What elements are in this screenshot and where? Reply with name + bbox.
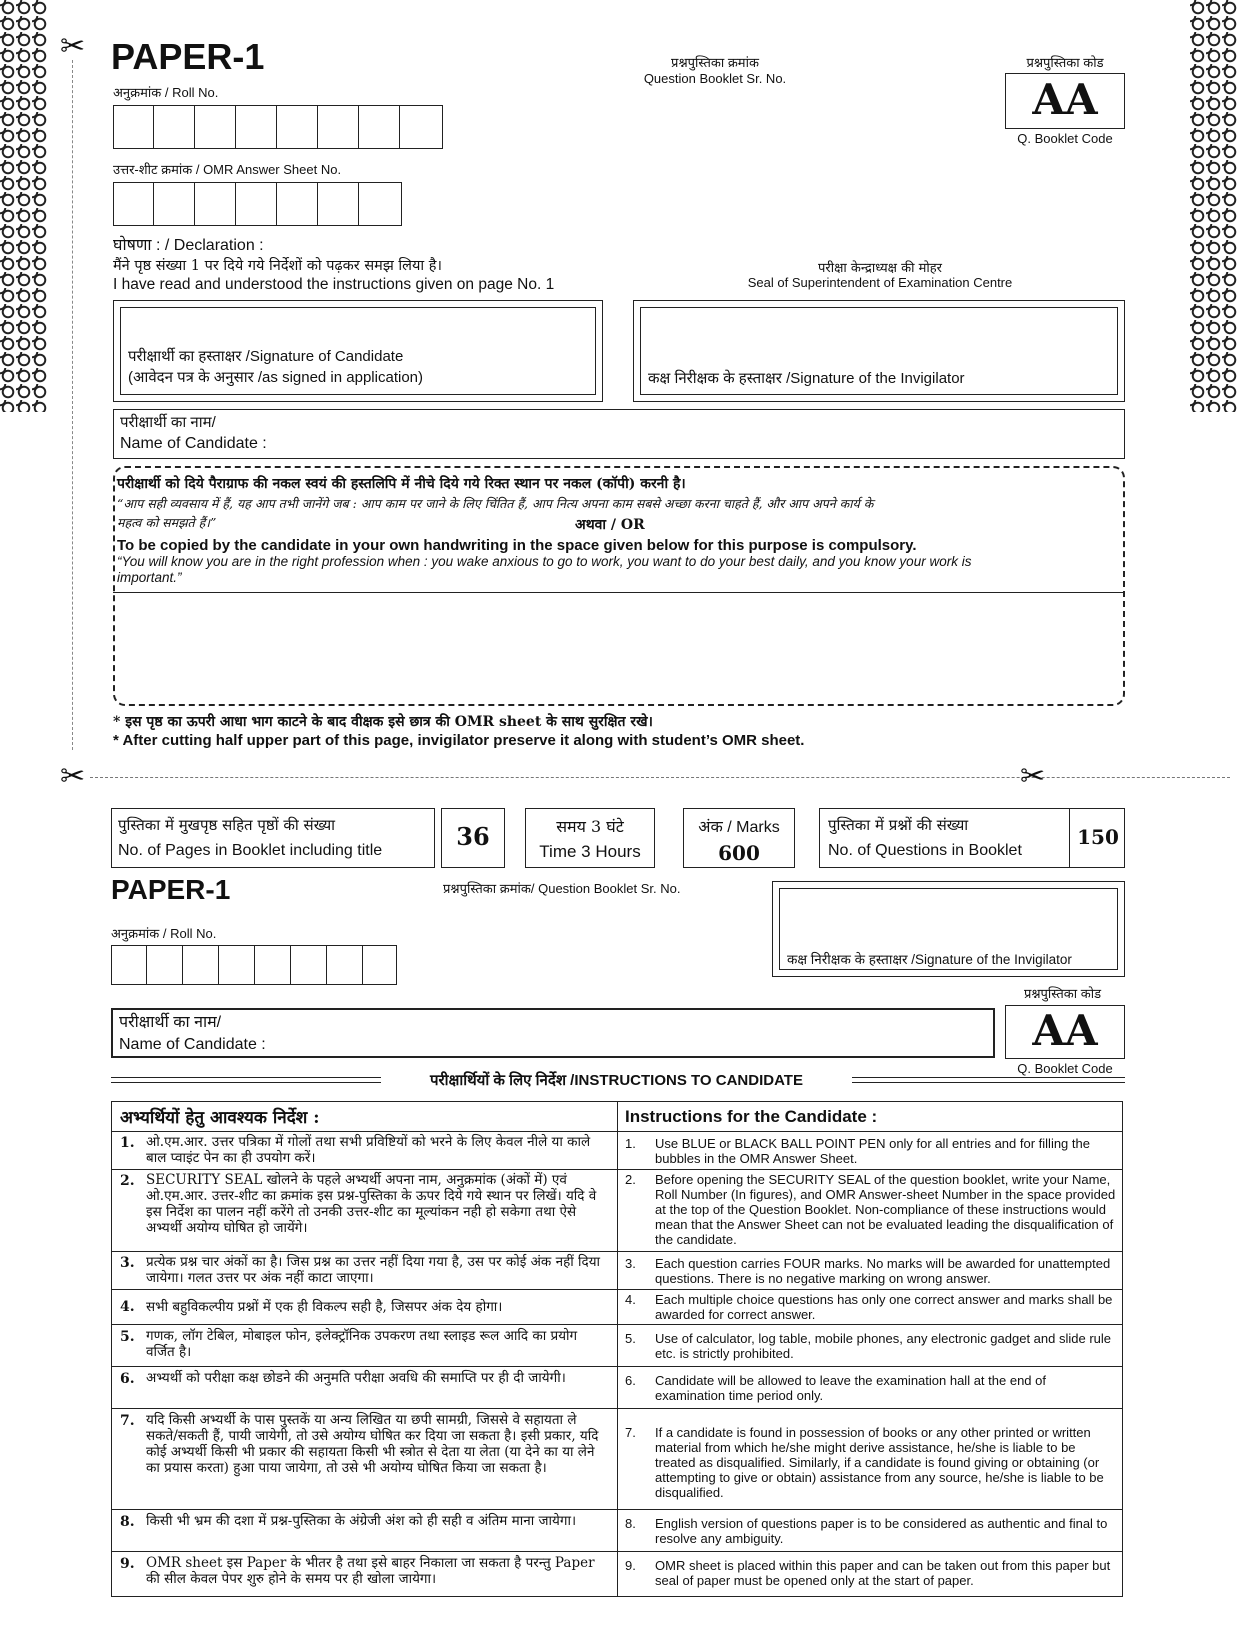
paper-title: PAPER-1	[111, 36, 265, 77]
candidate-name-label-en-bottom: Name of Candidate :	[119, 1036, 266, 1053]
roll-no-boxes[interactable]	[113, 105, 443, 149]
instruction-5-en: Use of calculator, log table, mobile phones, any electronic gadget and slide rule etc. is strictly prohibited.	[655, 1331, 1112, 1361]
instruction-6-hi: अभ्यर्थी को परीक्षा कक्ष छोडने की अनुमति परीक्षा अवधि की समाप्ति पर ही दी जायेगी।	[146, 1370, 566, 1386]
instruction-9-hi: OMR sheet इस Paper के भीतर है तथा इसे बाहर निकाला जा सकता है परन्तु Paper की सील केवल पेपर शुरु होने के समय पर ही खोला जायेगा।	[146, 1555, 595, 1587]
table-row: 7. यदि किसी अभ्यर्थी के पास पुस्तकें या अन्य लिखित या छपी सामग्री, जिससे वे सहायता ले सकते/सकती हैं, पायी जायेगी, तो उसे अयोग्य घोषित कर दिया जा सकता है। इसी प्रकार, यदि कोई अभ्यर्थी किसी भी प्रकार की सहायता किसी भी स्त्रोत से देता या लेता (या देने का या लेने का प्रयास करता) हुआ पाया जायेगा, तो उसे भी अयोग्य घोषित किया जा सकता है। 7. If a candidate is found in possession of books or any other printed or written material from which he/she might derive assistance, he/she is liable to be treated as disqualified. Similarly, if a candidate is found giving or obtaining (or attempting to give or obtain) assistance from any source, he/she is liable to be disqualified.	[112, 1408, 1122, 1509]
instruction-8-hi: किसी भी भ्रम की दशा में प्रश्न-पुस्तिका के अंग्रेजी अंश को ही सही व अंतिम माना जायेगा।	[146, 1513, 577, 1529]
paper-title-bottom: PAPER-1	[111, 874, 231, 905]
instruction-6-en: Candidate will be allowed to leave the examination hall at the end of examination time period only.	[655, 1373, 1046, 1403]
handwriting-space[interactable]	[113, 592, 1125, 593]
invigilator-signature-label-bottom: कक्ष निरीक्षक के हस्ताक्षर /Signature of the Invigilator	[787, 952, 1072, 967]
instruction-8-en: English version of questions paper is to be considered as authentic and final to resolve any ambiguity.	[655, 1516, 1108, 1546]
candidate-signature-note: (आवेदन पत्र के अनुसार /as signed in application)	[128, 369, 423, 386]
instruction-7-en: If a candidate is found in possession of books or any other printed or written material from which he/she might derive assistance, he/she is liable to be treated as disqualified. Similarly, if a candidate is found giving or obtaining (or attempting to give or obtain) assistance from any source, he/she is liable to be disqualified.	[655, 1425, 1104, 1500]
marks-box	[683, 808, 795, 868]
candidate-signature-box[interactable]	[113, 300, 603, 402]
time-en: Time 3 Hours	[539, 842, 641, 861]
declaration-title: घोषणा : / Declaration :	[113, 237, 264, 254]
instruction-5-hi: गणक, लॉग टेबिल, मोबाइल फोन, इलेक्ट्रॉनिक उपकरण तथा स्लाइड रूल आदि का प्रयोग वर्जित है।	[146, 1328, 578, 1360]
instruction-1-en: Use BLUE or BLACK BALL POINT PEN only for all entries and for filling the bubbles in the OMR Answer Sheet.	[655, 1136, 1090, 1166]
candidate-name-label-hi-bottom: परीक्षार्थी का नाम/	[119, 1014, 222, 1031]
roll-no-label-bottom: अनुक्रमांक / Roll No.	[111, 926, 217, 941]
table-row: 6. अभ्यर्थी को परीक्षा कक्ष छोडने की अनुमति परीक्षा अवधि की समाप्ति पर ही दी जायेगी। 6. Candidate will be allowed to leave the examination hall at the end of examination time period only.	[112, 1366, 1122, 1408]
booklet-code-label-en-bottom: Q. Booklet Code	[1017, 1061, 1113, 1076]
declaration-text-hi: मैंने पृष्ठ संख्या 1 पर दिये गये निर्देशों को पढ़कर समझ लिया है।	[113, 258, 442, 274]
instructions-banner: परीक्षार्थियों के लिए निर्देश /INSTRUCTIONS TO CANDIDATE	[430, 1072, 803, 1089]
booklet-sr-label-en: Question Booklet Sr. No.	[643, 71, 787, 86]
pages-label-hi: पुस्तिका में मुखपृष्ठ सहित पृष्ठों की संख्या	[118, 816, 336, 834]
questions-label-hi: पुस्तिका में प्रश्नों की संख्या	[828, 816, 969, 834]
instruction-4-hi: सभी बहुविकल्पीय प्रश्नों में एक ही विकल्प सही है, जिसपर अंक देय होगा।	[146, 1299, 503, 1315]
scissors-icon: ✂	[60, 30, 86, 63]
pages-value-box	[441, 808, 505, 868]
instruction-1-hi: ओ.एम.आर. उत्तर पत्रिका में गोलों तथा सभी प्रविष्टियों को भरने के लिए केवल नीले या काले बाल प्वाइंट पेन का ही उपयोग करें।	[146, 1134, 591, 1166]
table-row: 8. किसी भी भ्रम की दशा में प्रश्न-पुस्तिका के अंग्रेजी अंश को ही सही व अंतिम माना जायेगा। 8. English version of questions paper is to be considered as authentic and final to resolve any ambiguity.	[112, 1509, 1122, 1551]
questions-value: 150	[1077, 825, 1119, 849]
table-row: 2. SECURITY SEAL खोलने के पहले अभ्यर्थी अपना नाम, अनुक्रमांक (अंकों में) एवं ओ.एम.आर. उत्तर-शीट का क्रमांक इस प्रश्न-पुस्तिका के ऊपर दिये गये स्थान पर लिखें। यदि वे इस निर्देश का पालन नहीं करेंगे तो उनकी उत्तर-शीट का मूल्यांकन नही हो सकेगा तथा ऐसे अभ्यर्थी अयोग्य घोषित हो जायेंगे। 2. Before opening the SECURITY SEAL of the question booklet, write your Name, Roll Number (In figures), and OMR Answer-sheet Number in the space provided at the top of the Question Booklet. Non-compliance of these instructions would mean that the Answer Sheet can not be evaluated leading the disqualification of the candidate.	[112, 1169, 1122, 1251]
instructions-heading-en: Instructions for the Candidate :	[625, 1107, 878, 1126]
copy-quote-en-1: “You will know you are in the right profession when : you wake anxious to go to work, you want to do your best daily, and you know your work is	[117, 554, 972, 569]
pages-value: 36	[456, 822, 490, 851]
cut-line-horizontal	[90, 777, 1230, 778]
time-box	[525, 808, 655, 868]
banner-rule-left	[111, 1077, 381, 1083]
copy-quote-en-2: important.”	[117, 570, 182, 585]
omr-sheet-boxes[interactable]	[113, 182, 402, 226]
seal-label-en: Seal of Superintendent of Examination Centre	[747, 275, 1013, 290]
right-border-pattern	[1190, 0, 1238, 412]
left-border-pattern	[0, 0, 48, 412]
invigilator-signature-box[interactable]	[633, 300, 1125, 402]
invigilator-signature-label: कक्ष निरीक्षक के हस्ताक्षर /Signature of the Invigilator	[648, 370, 965, 387]
cut-note-en: * After cutting half upper part of this page, invigilator preserve it along with student’s OMR sheet.	[113, 732, 805, 749]
instruction-7-hi: यदि किसी अभ्यर्थी के पास पुस्तकें या अन्य लिखित या छपी सामग्री, जिससे वे सहायता ले सकते/सकती हैं, पायी जायेगी, तो उसे अयोग्य घोषित कर दिया जा सकता है। इसी प्रकार, यदि कोई अभ्यर्थी किसी भी प्रकार की सहायता किसी भी स्त्रोत से देता या लेता (या देने का या लेने का प्रयास करता) हुआ पाया जायेगा, तो उसे भी अयोग्य घोषित किया जा सकता है।	[146, 1412, 599, 1476]
banner-rule-right	[852, 1077, 1125, 1083]
questions-label-en: No. of Questions in Booklet	[828, 842, 1022, 859]
cut-note-hi: * इस पृष्ठ का ऊपरी आधा भाग काटने के बाद वीक्षक इसे छात्र की OMR sheet के साथ सुरक्षित रखे।	[113, 714, 653, 730]
instruction-9-en: OMR sheet is placed within this paper and can be taken out from this paper but seal of paper must be opened only at the start of paper.	[655, 1558, 1111, 1588]
scissors-icon: ✂	[60, 760, 86, 793]
booklet-code-label-en: Q. Booklet Code	[1017, 131, 1113, 146]
candidate-name-box-bottom[interactable]	[111, 1008, 995, 1058]
table-row: 9. OMR sheet इस Paper के भीतर है तथा इसे बाहर निकाला जा सकता है परन्तु Paper की सील केवल पेपर शुरु होने के समय पर ही खोला जायेगा। 9. OMR sheet is placed within this paper and can be taken out from this paper but seal of paper must be opened only at the start of paper.	[112, 1551, 1122, 1595]
candidate-signature-label: परीक्षार्थी का हस्ताक्षर /Signature of Candidate	[128, 348, 404, 365]
table-row: 3. प्रत्येक प्रश्न चार अंकों का है। जिस प्रश्न का उत्तर नहीं दिया गया है, उस पर कोई अंक नहीं दिया जायेगा। गलत उत्तर पर अंक नहीं काटा जाएगा। 3. Each question carries FOUR marks. No marks will be awarded for unattempted questions. There is no negative marking on wrong answer.	[112, 1251, 1122, 1289]
cut-line-vertical	[72, 60, 73, 750]
copy-quote-hi-1: “आप सही व्यवसाय में हैं, यह आप तभी जानेंगे जब : आप काम पर जाने के लिए चिंतित हैं, आप नित्य अपना काम सबसे अच्छा करना चाहते हैं, और आप अपने कार्य के	[117, 496, 874, 511]
scissors-icon: ✂	[1020, 760, 1046, 793]
instruction-3-en: Each question carries FOUR marks. No marks will be awarded for unattempted questions. There is no negative marking on wrong answer.	[655, 1256, 1111, 1286]
copy-heading-hi: परीक्षार्थी को दिये पैराग्राफ की नकल स्वयं की हस्तलिपि में नीचे दिये गये रिक्त स्थान पर नकल (कॉपी) करनी है।	[117, 476, 686, 492]
instructions-table	[111, 1101, 1123, 1597]
questions-box	[819, 808, 1125, 868]
booklet-code-label-hi: प्रश्नपुस्तिका कोड	[1026, 55, 1104, 70]
instruction-4-en: Each multiple choice questions has only one correct answer and marks shall be awarded for correct answer.	[655, 1292, 1113, 1322]
declaration-text-en: I have read and understood the instructions given on page No. 1	[113, 276, 555, 293]
seal-label-hi: परीक्षा केन्द्राध्यक्ष की मोहर	[818, 261, 942, 276]
table-row: 1. ओ.एम.आर. उत्तर पत्रिका में गोलों तथा सभी प्रविष्टियों को भरने के लिए केवल नीले या काले बाल प्वाइंट पेन का ही उपयोग करें। 1. Use BLUE or BLACK BALL POINT PEN only for all entries and for filling the bubbles in the OMR Answer Sheet.	[112, 1131, 1122, 1169]
booklet-code-label-hi-bottom: प्रश्नपुस्तिका कोड	[1023, 986, 1102, 1001]
table-row: 5. गणक, लॉग टेबिल, मोबाइल फोन, इलेक्ट्रॉनिक उपकरण तथा स्लाइड रूल आदि का प्रयोग वर्जित है। 5. Use of calculator, log table, mobile phones, any electronic gadget and slide rule etc. is strictly prohibited.	[112, 1324, 1122, 1366]
instructions-heading-hi: अभ्यर्थियों हेतु आवश्यक निर्देश :	[120, 1108, 320, 1128]
booklet-code-box	[1005, 73, 1125, 129]
candidate-name-label-hi: परीक्षार्थी का नाम/	[120, 414, 216, 431]
copy-heading-en: To be copied by the candidate in your own handwriting in the space given below for this purpose is compulsory.	[117, 537, 917, 554]
roll-no-boxes-bottom[interactable]	[111, 945, 397, 985]
copy-quote-hi-2: महत्व को समझते हैं।”	[117, 515, 217, 530]
instruction-2-hi: SECURITY SEAL खोलने के पहले अभ्यर्थी अपना नाम, अनुक्रमांक (अंकों में) एवं ओ.एम.आर. उत्तर-शीट का क्रमांक इस प्रश्न-पुस्तिका के ऊपर दिये गये स्थान पर लिखें। यदि वे इस निर्देश का पालन नहीं करेंगे तो उनकी उत्तर-शीट का मूल्यांकन नही हो सकेगा तथा ऐसे अभ्यर्थी अयोग्य घोषित हो जायेंगे।	[146, 1172, 597, 1236]
invigilator-signature-box-bottom[interactable]	[772, 881, 1125, 977]
candidate-name-box[interactable]	[113, 409, 1125, 459]
instruction-2-en: Before opening the SECURITY SEAL of the question booklet, write your Name, Roll Number (In figures), and OMR Answer-sheet Number in the space provided at the top of the Question Booklet. Non-compliance of these instructions would mean that the Answer Sheet can not be evaluated leading the disqualification of the candidate.	[655, 1172, 1116, 1247]
or-separator: अथवा / OR	[575, 517, 645, 533]
booklet-code-box-bottom	[1005, 1005, 1125, 1059]
roll-no-label: अनुक्रमांक / Roll No.	[113, 85, 219, 100]
omr-sheet-label: उत्तर-शीट क्रमांक / OMR Answer Sheet No.	[113, 162, 342, 177]
candidate-name-label-en: Name of Candidate :	[120, 435, 267, 452]
time-hi: समय 3 घंटे	[556, 817, 624, 836]
booklet-sr-label-hi: प्रश्नपुस्तिका क्रमांक	[671, 55, 759, 70]
table-row: 4. सभी बहुविकल्पीय प्रश्नों में एक ही विकल्प सही है, जिसपर अंक देय होगा। 4. Each multiple choice questions has only one correct answer and marks shall be awarded for correct answer.	[112, 1289, 1122, 1324]
booklet-code-value: AA	[1032, 75, 1098, 124]
booklet-sr-label-bottom: प्रश्नपुस्तिका क्रमांक/ Question Booklet Sr. No.	[443, 881, 681, 896]
pages-label-en: No. of Pages in Booklet including title	[118, 842, 383, 859]
pages-info-box	[111, 808, 435, 868]
instruction-3-hi: प्रत्येक प्रश्न चार अंकों का है। जिस प्रश्न का उत्तर नहीं दिया गया है, उस पर कोई अंक नहीं दिया जायेगा। गलत उत्तर पर अंक नहीं काटा जाएगा।	[146, 1254, 601, 1286]
marks-label: अंक / Marks	[698, 819, 780, 836]
booklet-code-value-bottom: AA	[1032, 1006, 1098, 1055]
marks-value: 600	[718, 841, 760, 865]
